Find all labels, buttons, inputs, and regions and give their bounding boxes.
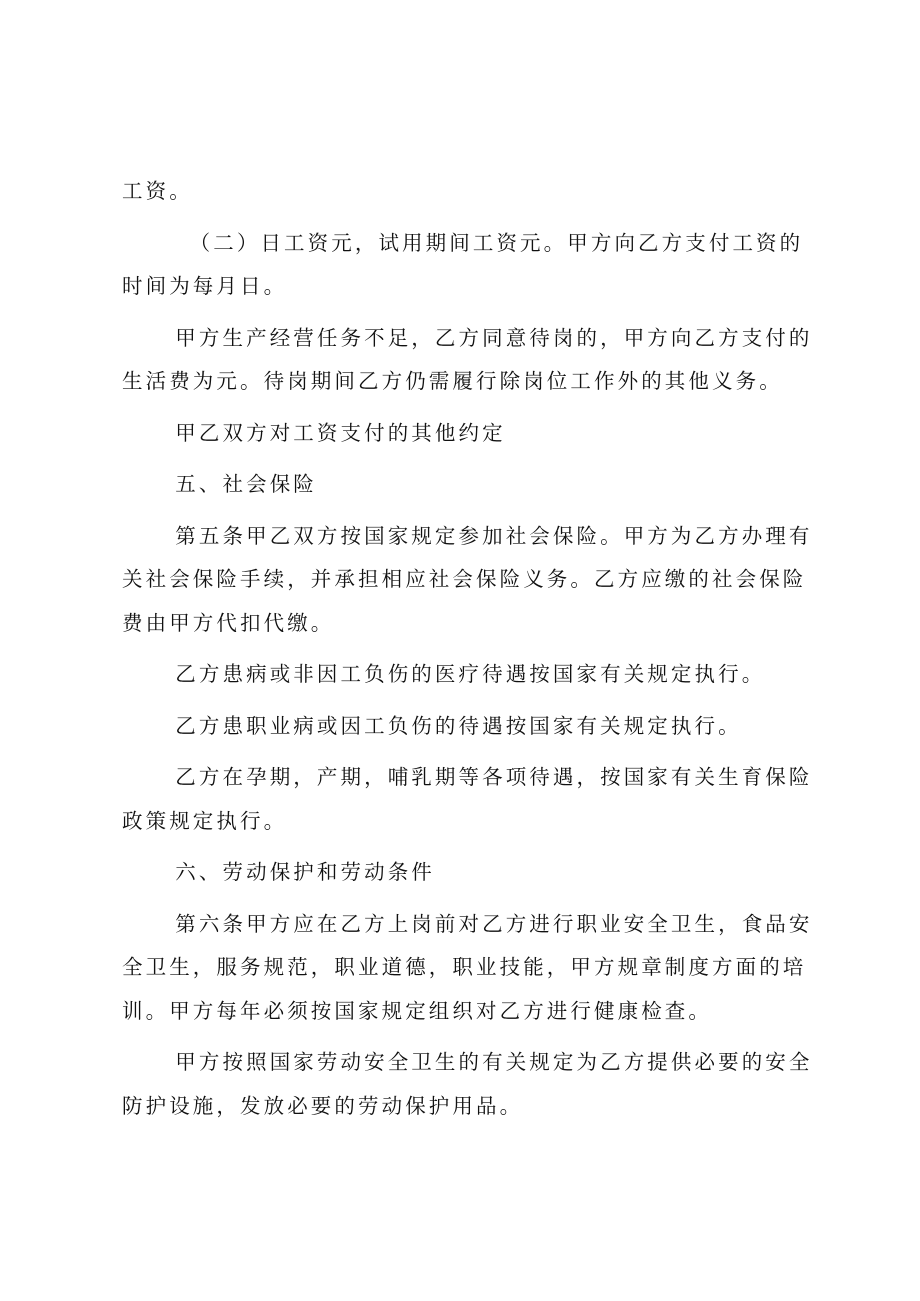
paragraph-article-5: 第五条甲乙双方按国家规定参加社会保险。甲方为乙方办理有关社会保险手续，并承担相应社会保险义务。乙方应缴的社会保险费由甲方代扣代缴。 [122, 523, 813, 635]
section-heading-social-insurance: 五、社会保险 [175, 472, 317, 496]
paragraph-other-wage-terms: 甲乙双方对工资支付的其他约定 [175, 420, 506, 445]
paragraph-occupational-injury: 乙方患职业病或因工负伤的待遇按国家有关规定执行。 [175, 713, 742, 738]
paragraph-article-6: 第六条甲方应在乙方上岗前对乙方进行职业安全卫生，食品安全卫生，服务规范，职业道德，职业技能，甲方规章制度方面的培训。甲方每年必须按国家规定组织对乙方进行健康检查。 [122, 911, 813, 1023]
document-body [122, 170, 822, 1136]
paragraph-daily-wage: （二）日工资元，试用期间工资元。甲方向乙方支付工资的时间为每月日。 [122, 230, 804, 298]
paragraph-standby-allowance: 甲方生产经营任务不足，乙方同意待岗的，甲方向乙方支付的生活费为元。待岗期间乙方仍需履行除岗位工作外的其他义务。 [122, 325, 813, 393]
paragraph-medical-treatment: 乙方患病或非因工负伤的医疗待遇按国家有关规定执行。 [175, 662, 766, 686]
paragraph-wage-end: 工资。 [122, 179, 193, 203]
section-heading-labor-protection: 六、劳动保护和劳动条件 [175, 860, 435, 884]
paragraph-maternity: 乙方在孕期，产期，哺乳期等各项待遇，按国家有关生育保险政策规定执行。 [122, 765, 813, 833]
paragraph-safety-equipment: 甲方按照国家劳动安全卫生的有关规定为乙方提供必要的安全防护设施，发放必要的劳动保护用品。 [122, 1050, 813, 1118]
